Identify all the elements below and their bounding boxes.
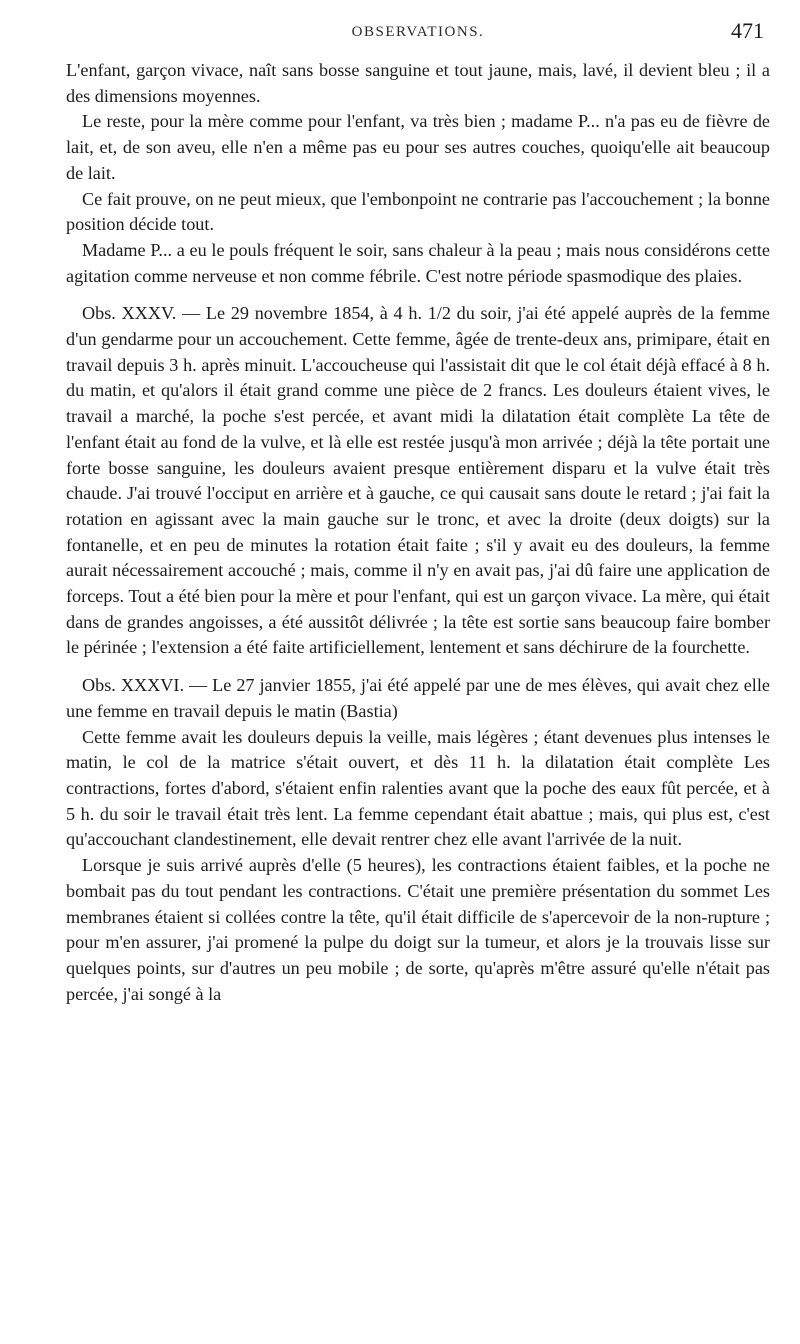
paragraph-pulse: Madame P... a eu le pouls fréquent le soir, sans chaleur à la peau ; mais nous considérons cette agitation comme nerveuse et non comme fébrile. C'est notre période spasmodique des plaies. [66,239,770,286]
paragraph-examination: Lorsque je suis arrivé auprès d'elle (5 heures), les contractions étaient faibles, et la poche ne bombait pas du tout pendant les contractions. C'était une première présentation du sommet Les membranes étaient si collées contre la tête, qu'il était difficile de s'apercevoir de la non-rupture ; pour m'en assurer, j'ai promené la pulpe du doigt sur la tumeur, et alors je la trouvais lisse sur quelques points, sur d'autres un peu mobile ; de sorte, qu'après m'être assuré qu'elle n'était pas percée, j'ai songé à la [66,855,770,1004]
running-title: OBSERVATIONS. [351,24,485,40]
page-number: 471 [731,18,764,43]
observation-35: Obs. XXXV. — Le 29 novembre 1854, à 4 h. 1/2 du soir, j'ai été appelé auprès de la femme d'un gendarme pour un accouchement. Cette femme, âgée de trente-deux ans, primipare, était en travail depuis 3 h. après minuit. L'accoucheuse qui l'assistait dit que le col était déjà effacé à 8 h. du matin, et qu'alors il était grand comme une pièce de 2 francs. Les douleurs étaient vives, le travail a marché, la poche s'est percée, et avant midi la dilatation était complète La tête de l'enfant était au fond de la vulve, et là elle est restée jusqu'à mon arrivée ; déjà la tête portait une forte bosse sanguine, les douleurs avaient presque entièrement disparu et la vulve était très chaude. J'ai trouvé l'occiput en arrière et à gauche, ce qui causait sans doute le retard ; j'ai fait la rotation en agissant avec la main gauche sur le tronc, et avec la droite (deux doigts) sur la fontanelle, et en peu de minutes la rotation était faite ; s'il y avait eu des douleurs, la femme aurait nécessairement accouché ; mais, comme il n'y en avait pas, j'ai dû faire une application de forceps. Tout a été bien pour la mère et pour l'enfant, qui est un garçon vivace. La mère, qui était dans de grandes angoisses, a été aussitôt délivrée ; la tête est sortie sans beaucoup faire bomber le périnée ; l'extension a été faite artificiellement, lentement et sans déchirure de la fourchette. [66,303,770,658]
paragraph-labor-progress: Cette femme avait les douleurs depuis la veille, mais légères ; étant devenues plus intenses le matin, le col de la matrice s'était ouvert, et dès 11 h. la dilatation était complète Les contractions, fortes d'abord, s'étaient enfin ralenties avant que la poche des eaux fût percée, et à 5 h. du soir le travail était très lent. La femme cependant était abattue ; mais, qui plus est, c'est qu'accouchant clandestinement, elle devait rentrer chez elle avant l'arrivée de la nuit. [66,726,770,850]
paragraph-mother-recovery: Le reste, pour la mère comme pour l'enfant, va très bien ; madame P... n'a pas eu de fièvre de lait, et, de son aveu, elle n'en a même pas eu pour ses autres couches, quoiqu'elle ait beaucoup de lait. [66,111,770,183]
body-text [66,58,770,1007]
paragraph-intro: L'enfant, garçon vivace, naît sans bosse sanguine et tout jaune, mais, lavé, il devient bleu ; il a des dimensions moyennes. [66,60,770,106]
paragraph-conclusion: Ce fait prouve, on ne peut mieux, que l'embonpoint ne contrarie pas l'accouchement ; la bonne position décide tout. [66,188,770,235]
book-page [66,10,770,1330]
page-header [66,10,770,58]
observation-36: Obs. XXXVI. — Le 27 janvier 1855, j'ai été appelé par une de mes élèves, qui avait chez elle une femme en travail depuis le matin (Bastia) [66,675,770,721]
